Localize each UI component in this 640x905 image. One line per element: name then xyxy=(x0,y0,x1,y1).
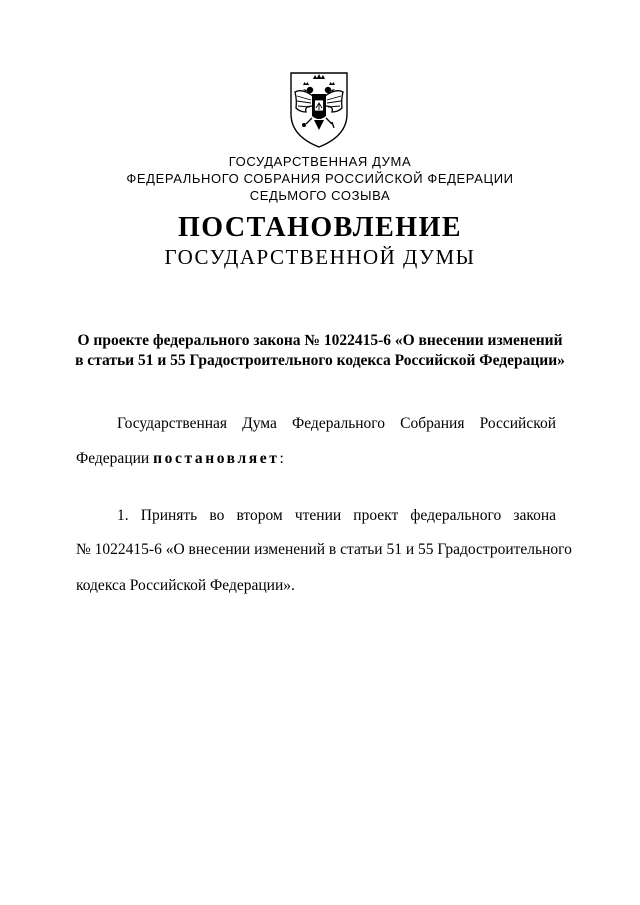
issuer-line-2: ФЕДЕРАЛЬНОГО СОБРАНИЯ РОССИЙСКОЙ ФЕДЕРАЦИИ xyxy=(126,171,514,186)
preamble-line-1: Государственная Дума Федерального Собрания Российской xyxy=(117,415,556,432)
document-subtitle: ГОСУДАРСТВЕННОЙ ДУМЫ xyxy=(164,245,476,269)
clause-1-line-1: 1. Принять во втором чтении проект федерального закона xyxy=(117,507,556,524)
subject-line-1: О проекте федерального закона № 1022415-6 «О внесении изменений xyxy=(77,332,563,349)
issuer-line-3: СЕДЬМОГО СОЗЫВА xyxy=(249,188,391,203)
resolves-word: постановляет xyxy=(153,450,280,467)
clause-1-line-2: № 1022415-6 «О внесении изменений в статьи 51 и 55 Градостроительного xyxy=(76,541,572,558)
preamble-colon: : xyxy=(279,450,284,467)
clause-1-line-3: кодекса Российской Федерации». xyxy=(76,577,295,594)
issuer-line-1: ГОСУДАРСТВЕННАЯ ДУМА xyxy=(228,154,412,169)
document-title: ПОСТАНОВЛЕНИЕ xyxy=(177,212,463,243)
subject-line-2: в статьи 51 и 55 Градостроительного кодекса Российской Федерации» xyxy=(75,352,565,369)
preamble-prefix: Федерации xyxy=(76,450,154,467)
coat-of-arms-icon xyxy=(286,70,352,150)
preamble-line-2 xyxy=(76,450,284,468)
